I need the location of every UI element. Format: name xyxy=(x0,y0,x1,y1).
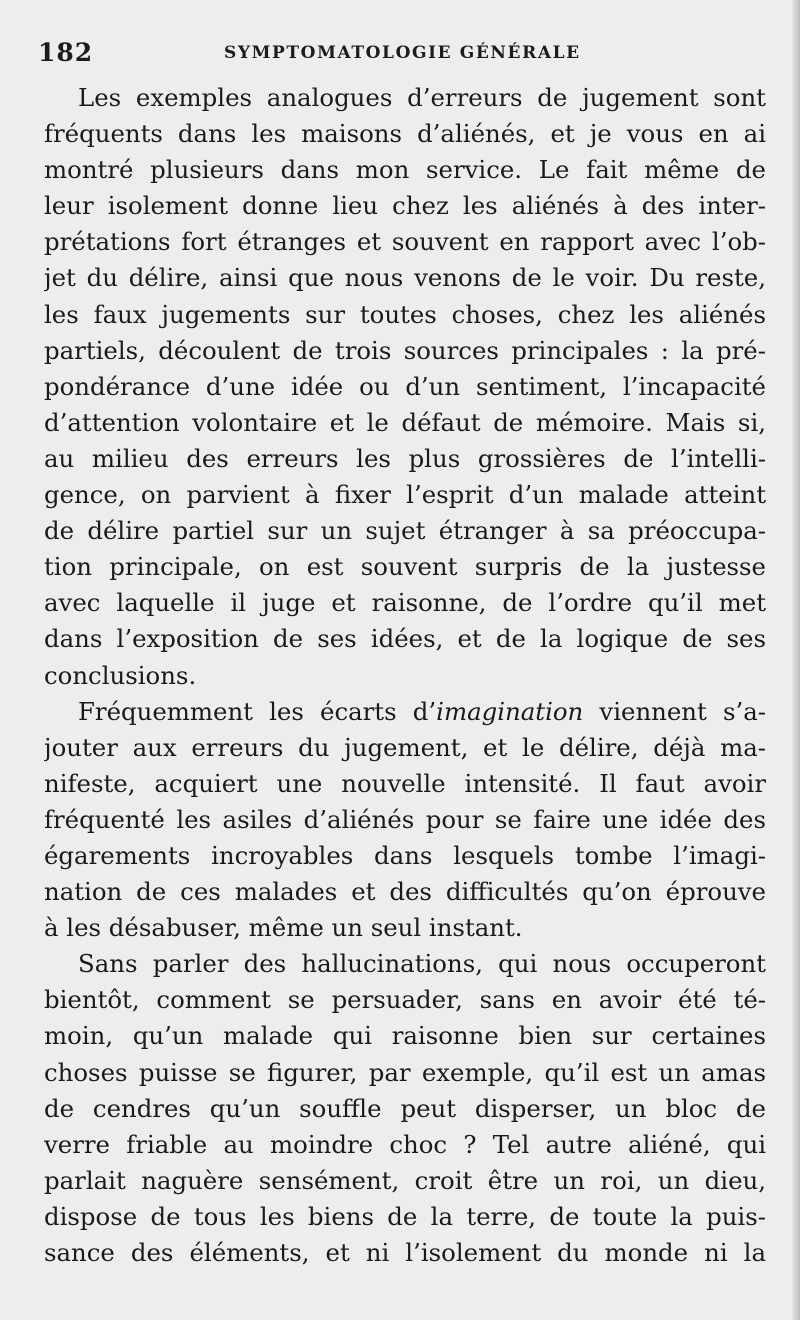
paragraph-3 xyxy=(44,946,766,1271)
text-segment: Fréquemment les écarts d’ xyxy=(78,696,437,726)
text-line: de cendres qu’un souffle peut disperser, un bloc de xyxy=(44,1093,766,1123)
text-line: prétations fort étranges et souvent en rapport avec l’ob- xyxy=(44,227,766,257)
text-line: verre friable au moindre choc ? Tel autre aliéné, qui xyxy=(44,1129,766,1159)
text-line: d’attention volontaire et le défaut de mémoire. Mais si, xyxy=(44,407,766,437)
text-line: leur isolement donne lieu chez les aliénés à des inter- xyxy=(44,191,766,221)
running-title: SYMPTOMATOLOGIE GÉNÉRALE xyxy=(224,43,581,63)
text-line: dispose de tous les biens de la terre, de toute la puis- xyxy=(44,1201,766,1231)
body-text xyxy=(44,80,766,1271)
text-segment: viennent s’a- xyxy=(583,696,766,726)
paragraph-1 xyxy=(44,80,766,694)
text-line: avec laquelle il juge et raisonne, de l’ordre qu’il met xyxy=(44,588,766,618)
text-line: moin, qu’un malade qui raisonne bien sur certaines xyxy=(44,1021,766,1051)
text-line: parlait naguère sensément, croit être un roi, un dieu, xyxy=(44,1165,766,1195)
text-line: sance des éléments, et ni l’isolement du monde ni la xyxy=(44,1238,766,1267)
page-edge-shadow xyxy=(792,0,800,1320)
text-line: à les désabuser, même un seul instant. xyxy=(44,913,523,943)
text-line: tion principale, on est souvent surpris de la justesse xyxy=(44,552,766,582)
text-line: choses puisse se figurer, par exemple, qu’il est un amas xyxy=(44,1057,766,1087)
text-line: conclusions. xyxy=(44,660,197,690)
text-line: jouter aux erreurs du jugement, et le délire, déjà ma- xyxy=(44,732,766,762)
text-line: dans l’exposition de ses idées, et de la logique de ses xyxy=(44,624,766,654)
text-line: les faux jugements sur toutes choses, chez les aliénés xyxy=(44,299,766,329)
page-number: 182 xyxy=(38,38,94,67)
emphasis-text: imagination xyxy=(436,696,584,726)
text-line xyxy=(44,694,766,730)
text-line: montré plusieurs dans mon service. Le fait même de xyxy=(44,155,766,185)
text-line: nation de ces malades et des difficultés qu’on éprouve xyxy=(44,877,766,907)
text-line: partiels, découlent de trois sources principales : la pré- xyxy=(44,335,766,365)
paragraph-2 xyxy=(44,694,766,947)
page-header xyxy=(38,38,762,68)
text-line: Les exemples analogues d’erreurs de jugement sont xyxy=(78,83,766,112)
text-line: bientôt, comment se persuader, sans en avoir été té- xyxy=(44,985,766,1015)
text-line: gence, on parvient à fixer l’esprit d’un malade atteint xyxy=(44,480,766,510)
text-line: jet du délire, ainsi que nous venons de le voir. Du reste, xyxy=(44,263,766,293)
text-line: pondérance d’une idée ou d’un sentiment, l’incapacité xyxy=(44,371,766,401)
text-line: nifeste, acquiert une nouvelle intensité. Il faut avoir xyxy=(44,768,766,798)
text-line: fréquenté les asiles d’aliénés pour se faire une idée des xyxy=(44,804,766,834)
text-line: Sans parler des hallucinations, qui nous occuperont xyxy=(78,949,766,979)
text-line: de délire partiel sur un sujet étranger à sa préoccupa- xyxy=(44,516,766,546)
text-line: fréquents dans les maisons d’aliénés, et je vous en ai xyxy=(44,119,766,149)
text-line: au milieu des erreurs les plus grossières de l’intelli- xyxy=(44,443,766,473)
text-line: égarements incroyables dans lesquels tombe l’imagi- xyxy=(44,840,766,870)
